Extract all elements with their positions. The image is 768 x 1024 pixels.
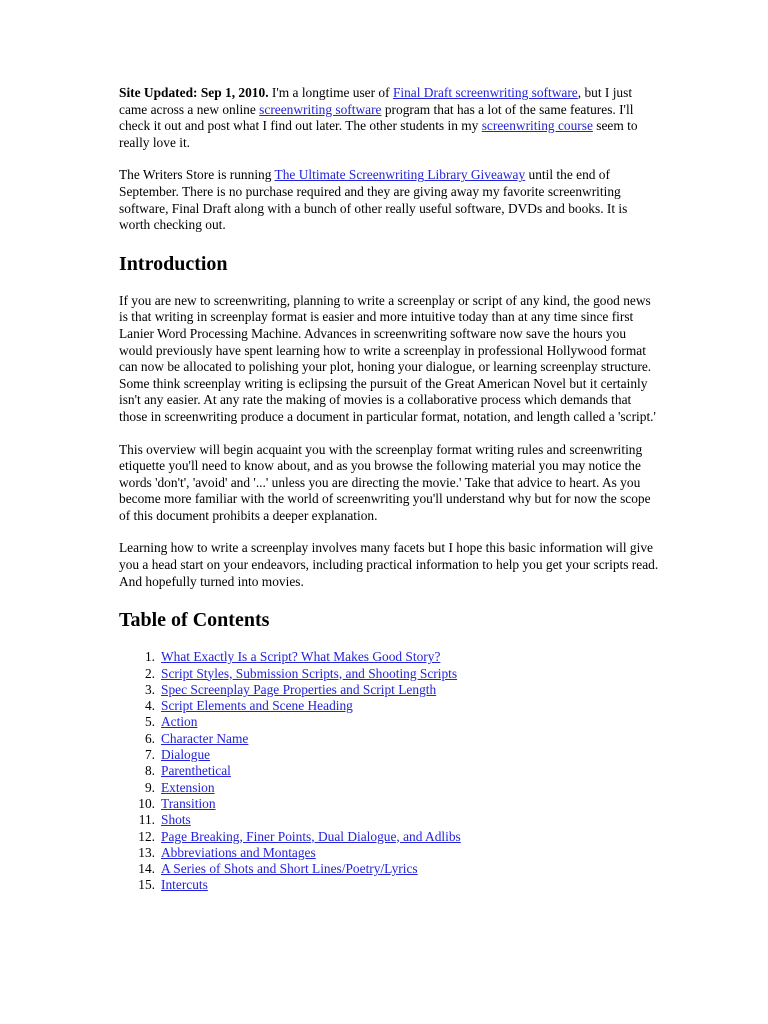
toc-item-number: 11. [138, 812, 155, 828]
introduction-heading: Introduction [119, 252, 228, 275]
toc-item [119, 698, 659, 714]
intro-paragraph-1: If you are new to screenwriting, planning to write a screenplay or script of any kind, the good news is that writing in screenplay format is easier and more intuitive today than at any time since first Lanier Word Processing Machine. Advances in screenwriting software now save the hours you would previously have spent learning how to write a screenplay in professional Hollywood format can now be allocated to polishing your plot, honing your dialogue, or learning screenplay structure. Some think screenplay writing is eclipsing the pursuit of the Great American Novel but it certainly isn't any easier. At any rate the making of movies is a collaborative process which demands that those in screenwriting produce a document in particular format, notation, and length called a 'script.' [119, 292, 656, 424]
toc-item-link[interactable]: Script Elements and Scene Heading [161, 698, 353, 714]
toc-item-number: 8. [144, 763, 155, 779]
toc-item-number: 9. [144, 779, 155, 795]
toc-item [119, 666, 659, 682]
toc-item [119, 682, 659, 698]
toc-item-number: 10. [138, 795, 155, 811]
toc-item-number: 15. [138, 877, 155, 893]
toc-item-number: 12. [138, 828, 155, 844]
toc-item-link[interactable]: A Series of Shots and Short Lines/Poetry/Lyrics [161, 861, 418, 877]
toc-item [119, 861, 659, 877]
toc-item-link[interactable]: What Exactly Is a Script? What Makes Good Story? [161, 649, 441, 665]
final-draft-link[interactable]: Final Draft screenwriting software [392, 85, 578, 100]
toc-item-number: 13. [138, 844, 155, 860]
toc-item [119, 763, 659, 779]
toc-item-link[interactable]: Script Styles, Submission Scripts, and Shooting Scripts [161, 665, 458, 681]
text: The Writers Store is running [119, 167, 275, 183]
toc-item-number: 14. [138, 861, 155, 877]
update-date: Site Updated: Sep 1, 2010. [119, 85, 269, 100]
toc-item-link[interactable]: Shots [161, 812, 191, 828]
toc-item [119, 845, 659, 861]
text: until the end of September. There is no purchase required and they are giving away my favorite screenwriting software, Final Draft along with a bunch of other really useful software, DVDs and books. It is worth checking out. [119, 167, 628, 233]
toc-item-link[interactable]: Character Name [161, 730, 249, 746]
toc-item-number: 4. [144, 698, 155, 714]
toc-item [119, 747, 659, 763]
text: program that has a lot of the same features. I'll check it out and post what I find out later. The other students in my [119, 101, 634, 134]
article-content [119, 85, 659, 894]
toc-item-link[interactable]: Spec Screenplay Page Properties and Script Length [161, 681, 437, 697]
update-paragraph [119, 85, 659, 151]
screenwriting-software-link[interactable]: screenwriting software [259, 101, 382, 117]
toc-item-number: 6. [144, 730, 155, 746]
toc-item [119, 649, 659, 665]
giveaway-paragraph [119, 167, 659, 233]
toc-item [119, 812, 659, 828]
toc-list [119, 649, 659, 893]
intro-paragraph-2: This overview will begin acquaint you with the screenplay format writing rules and screenwriting etiquette you'll need to know about, and as you browse the following material you may notice the words 'don't', 'avoid' and '...' unless you are directing the movie.' Take that advice to heart. As you become more familiar with the world of screenwriting you'll understand why but for now the scope of this document prohibits a deeper explanation. [119, 441, 651, 523]
screenwriting-course-link[interactable]: screenwriting course [481, 118, 593, 134]
toc-item [119, 780, 659, 796]
toc-item-link[interactable]: Page Breaking, Finer Points, Dual Dialogue, and Adlibs [161, 828, 461, 844]
toc-item-link[interactable]: Intercuts [161, 877, 208, 893]
toc-item-number: 2. [144, 665, 155, 681]
toc-item-link[interactable]: Transition [161, 795, 216, 811]
giveaway-link[interactable]: The Ultimate Screenwriting Library Giveaway [274, 167, 526, 183]
toc-item [119, 796, 659, 812]
intro-paragraph-3: Learning how to write a screenplay involves many facets but I hope this basic information will give you a head start on your endeavors, including practical information to help you get your scripts read. And hopefully turned into movies. [119, 540, 659, 589]
toc-item-link[interactable]: Action [161, 714, 198, 730]
toc-item [119, 877, 659, 893]
text: , but I just came across a new online [119, 85, 633, 117]
toc-heading: Table of Contents [119, 609, 270, 632]
toc-item [119, 714, 659, 730]
toc-item-number: 5. [144, 714, 155, 730]
toc-item-link[interactable]: Abbreviations and Montages [161, 844, 316, 860]
text: seem to really love it. [119, 118, 638, 150]
toc-item [119, 731, 659, 747]
toc-item-number: 3. [144, 681, 155, 697]
toc-item [119, 829, 659, 845]
toc-item-link[interactable]: Extension [161, 779, 215, 795]
toc-item-number: 7. [144, 747, 155, 763]
toc-item-number: 1. [144, 649, 155, 665]
toc-item-link[interactable]: Dialogue [161, 747, 211, 763]
text: I'm a longtime user of [268, 85, 393, 100]
toc-item-link[interactable]: Parenthetical [161, 763, 231, 779]
